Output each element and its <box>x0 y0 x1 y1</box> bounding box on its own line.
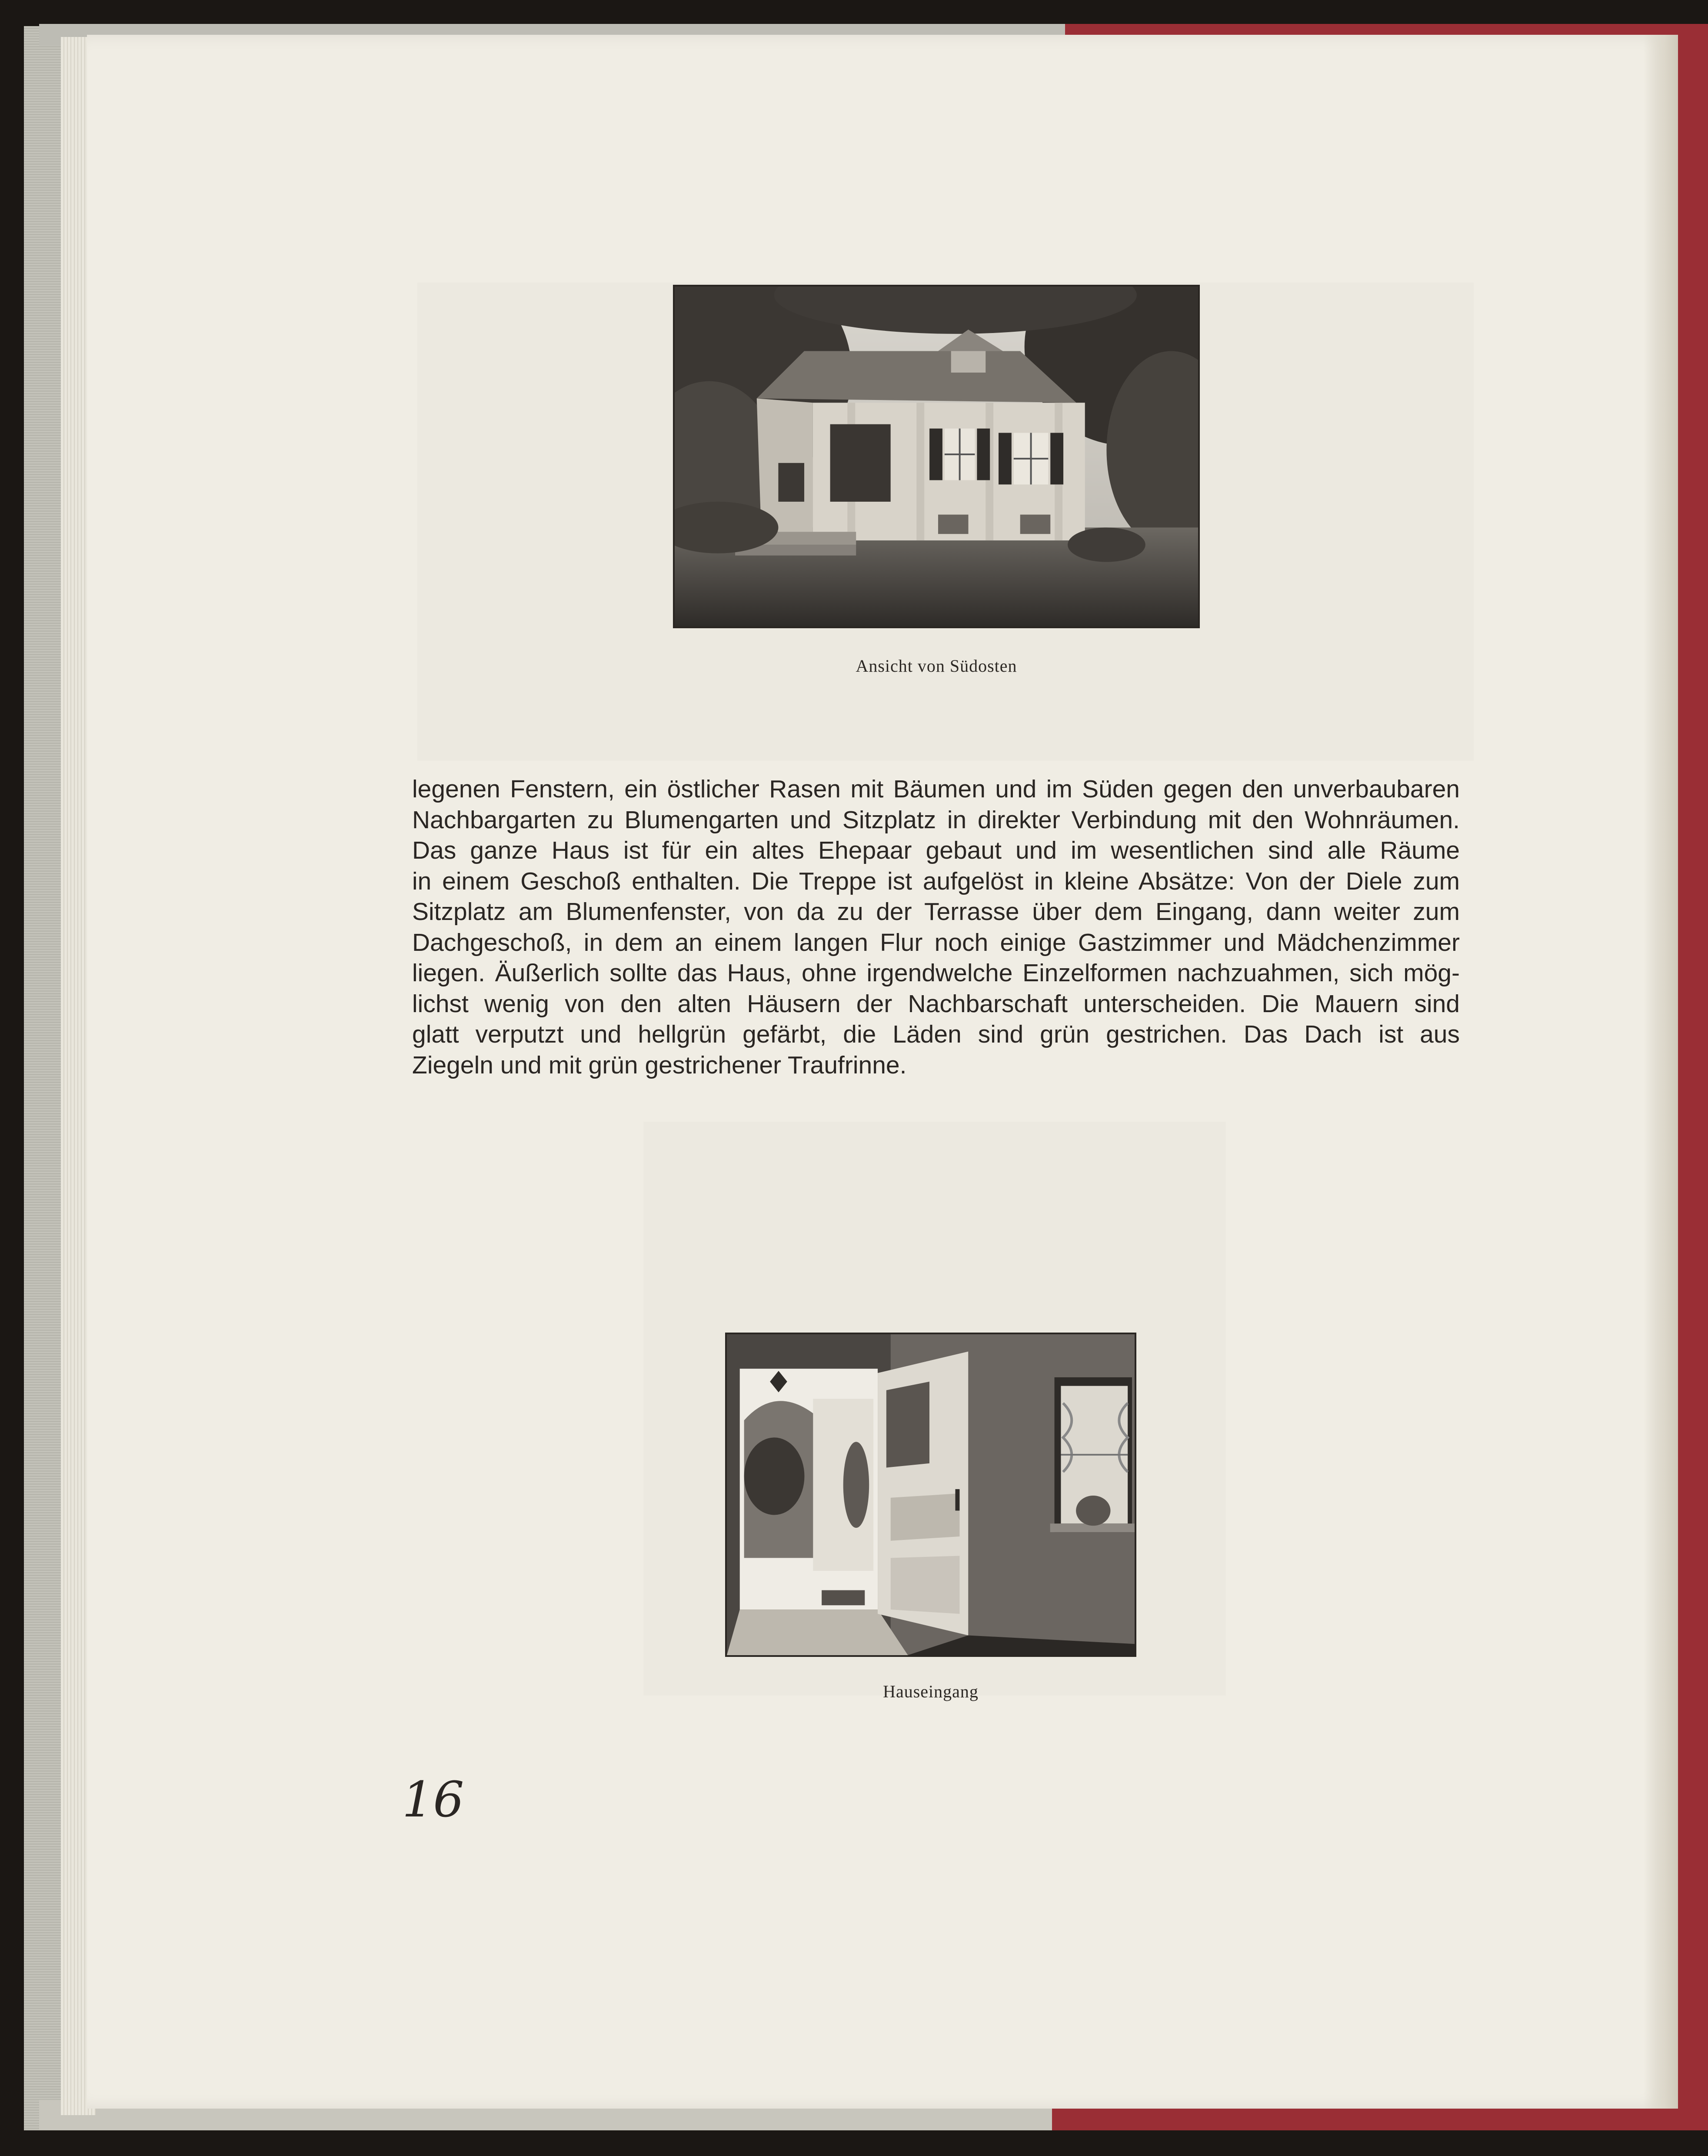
text-line: legenen Fenstern, ein östlicher Rasen mit Bäumen und im Süden gegen den unverbaubaren <box>412 775 1460 803</box>
page-gutter-shadow <box>1643 35 1678 2109</box>
text-line: Das ganze Haus ist für ein altes Ehepaar gebaut und im wesentlichen sind alle Räume <box>412 836 1460 864</box>
page-number: 16 <box>402 1772 464 1828</box>
house-southeast-photo <box>673 285 1200 628</box>
figure-caption-top: Ansicht von Südosten <box>856 656 1017 676</box>
text-line: liegen. Äußerlich sollte das Haus, ohne irgendwelche Einzelformen nachzuahmen, sich mög- <box>412 959 1460 987</box>
text-line: Sitzplatz am Blumenfenster, von da zu der Terrasse über dem Eingang, dann weiter zum <box>412 898 1460 926</box>
figure-caption-bottom: Hauseingang <box>883 1682 979 1701</box>
text-line: lichst wenig von den alten Häusern der Nachbarschaft unterscheiden. Die Mauern sind <box>412 990 1460 1018</box>
text-line: in einem Geschoß enthalten. Die Treppe ist aufgelöst in kleine Absätze: Von der Diele zum <box>412 867 1460 895</box>
text-line: Dachgeschoß, in dem an einem langen Flur noch einige Gastzimmer und Mädchenzimmer <box>412 928 1460 956</box>
cover-edge-right <box>1674 30 1708 2130</box>
text-line: Ziegeln und mit grün gestrichener Traufrinne. <box>412 1051 907 1079</box>
body-paragraph <box>412 774 1460 1080</box>
text-line: glatt verputzt und hellgrün gefärbt, die Läden sind grün gestrichen. Das Dach ist aus <box>412 1020 1460 1048</box>
house-entrance-photo <box>725 1333 1136 1657</box>
text-line: Nachbargarten zu Blumengarten und Sitzplatz in direkter Verbindung mit den Wohnräumen. <box>412 806 1460 834</box>
